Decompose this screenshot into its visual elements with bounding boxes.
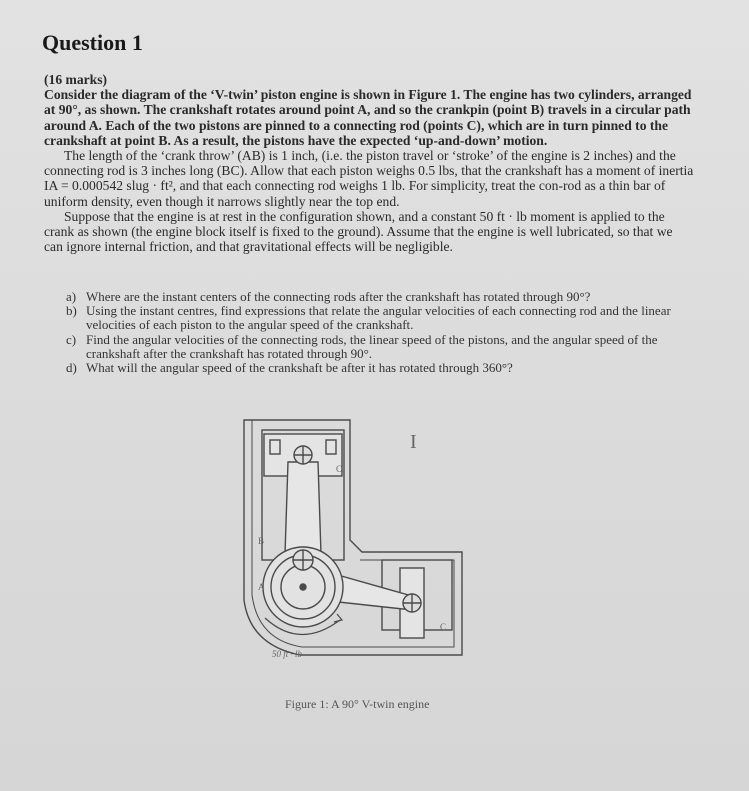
figure-label-b: B [258,536,265,546]
subquestion-label: c) [66,331,77,347]
figure-label-c-top: C [336,464,343,474]
moment-label: 50 ft · lb [272,649,303,659]
subquestion-label: d) [66,360,77,376]
subquestion-label: a) [66,289,77,304]
figure-label-a: A [258,582,265,592]
intro-paragraph: Consider the diagram of the ‘V-twin’ piston engine is shown in Figure 1. The engine has two cylinders, arranged at 90°, as shown. The crankshaft rotates around point A, and so the crankpin (point B) travels in a circular path around A. Each of the two pistons are pinned to a connecting rod (points C), which are in turn pinned to the crankshaft at point B. As a result, the pistons have the expected ‘up-and-down’ motion. [44,87,692,148]
figure-label-i: I [410,431,417,453]
figure-caption: Figure 1: A 90° V-twin engine [285,697,430,711]
subquestion-text: Using the instant centres, find expressions that relate the angular velocities of each connecting rod and the linear velocities of each piston to the angular speed of the crankshaft. [86,303,671,333]
conditions-paragraph: Suppose that the engine is at rest in the configuration shown, and a constant 50 ft · lb moment is applied to the crank as shown (the engine block itself is fixed to the ground). Assume that the engine is well lubricated, so that we can ignore internal friction, and that gravitational effects will be negligible. [44,208,673,255]
subquestion-text: Find the angular velocities of the connecting rods, the linear speed of the pistons, and the angular speed of the crankshaft after the crankshaft has rotated through 90°. [86,331,658,361]
question-title: Question 1 [42,30,143,55]
figure-label-c-right: C [440,622,447,632]
subquestion-text: Where are the instant centers of the connecting rods after the crankshaft has rotated through 90°? [86,289,591,304]
parameters-paragraph: The length of the ‘crank throw’ (AB) is 1 inch, (i.e. the piston travel or ‘stroke’ of the engine is 2 inches) and the connecting rod is 3 inches long (BC). Allow that each piston weighs 0.5 lbs, that the crankshaft has a moment of inertia IA = 0.000542 slug · ft², and that each connecting rod weighs 1 lb. For simplicity, treat the con-rod as a thin bar of uniform density, even though it narrows slightly near the top end. [44,148,694,209]
crank-center-a [300,584,306,590]
subquestion-label: b) [66,303,77,319]
subquestion-text: What will the angular speed of the crankshaft be after it has rotated through 360°? [86,360,513,376]
marks-label: (16 marks) [44,72,108,87]
